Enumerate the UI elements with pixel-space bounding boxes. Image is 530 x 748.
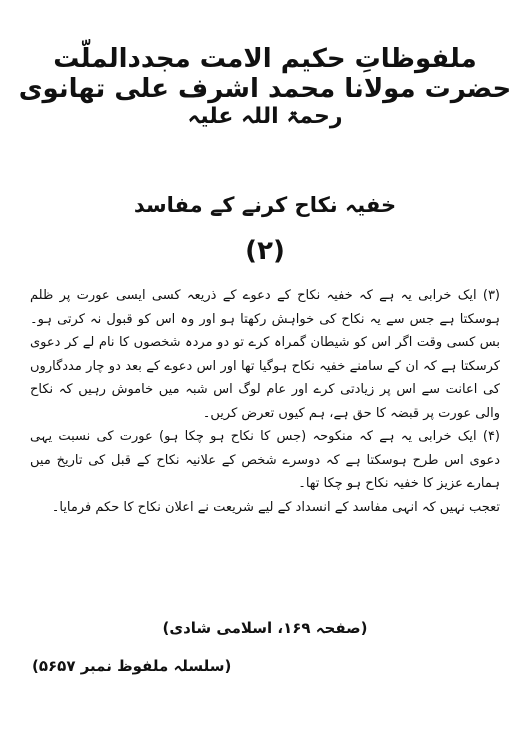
paragraph-conclusion: تعجب نہیں کہ انہی مفاسد کے انسداد کے لیے شریعت نے اعلان نکاح کا حکم فرمایا۔ [51,499,500,515]
article-heading: خفیہ نکاح کرنے کے مفاسد [133,193,397,217]
document-title-honorific: رحمۃ اللہ علیہ [187,104,343,129]
article-body [30,284,500,519]
document-title: ملفوظاتِ حکیم الامت مجددالملّت حضرت مولانا محمد اشرف علی تھانوی [18,44,512,104]
paragraph-4: (۴) ایک خرابی یہ ہے کہ منکوحہ (جس کا نکاح ہو چکا ہو) عورت کی نسبت یہی دعوی اس طرح ہوسکتا ہے کہ دوسرے شخص کے علانیہ نکاح کے قبل کی تاریخ میں ہمارے عزیز کا خفیہ نکاح ہو چکا تھا۔ [30,429,500,491]
series-reference: (سلسلہ ملفوظ نمبر ۵۶۵۷) [32,657,232,675]
paragraph-3: (۳) ایک خرابی یہ ہے کہ خفیہ نکاح کے دعوے کے ذریعہ کسی ایسی عورت پر ظلم ہوسکتا ہے جس سے یہ نکاح کی خواہش رکھتا ہو اور وہ اس کو قبول نہ کرتی ہو۔ بس کسی وقت اگر اس کو شیطان گمراہ کرے تو دو مردہ شخصوں کا نام لے کر دعوی کرسکتا ہے کہ ان کے سامنے خفیہ نکاح ہوگیا تھا اور اس دعوے کے بعد دو چار مددگاروں کی اعانت سے اس پر زیادتی کرے اور عام لوگ اس شبہ میں خاموش رہیں کہ نکاح والی عورت پر قبضہ کا حق ہے، ہم کیوں تعرض کریں۔ [30,288,500,421]
article-number: (۲) [245,236,285,266]
page-reference: (صفحہ ۱۶۹، اسلامی شادی) [162,619,368,637]
